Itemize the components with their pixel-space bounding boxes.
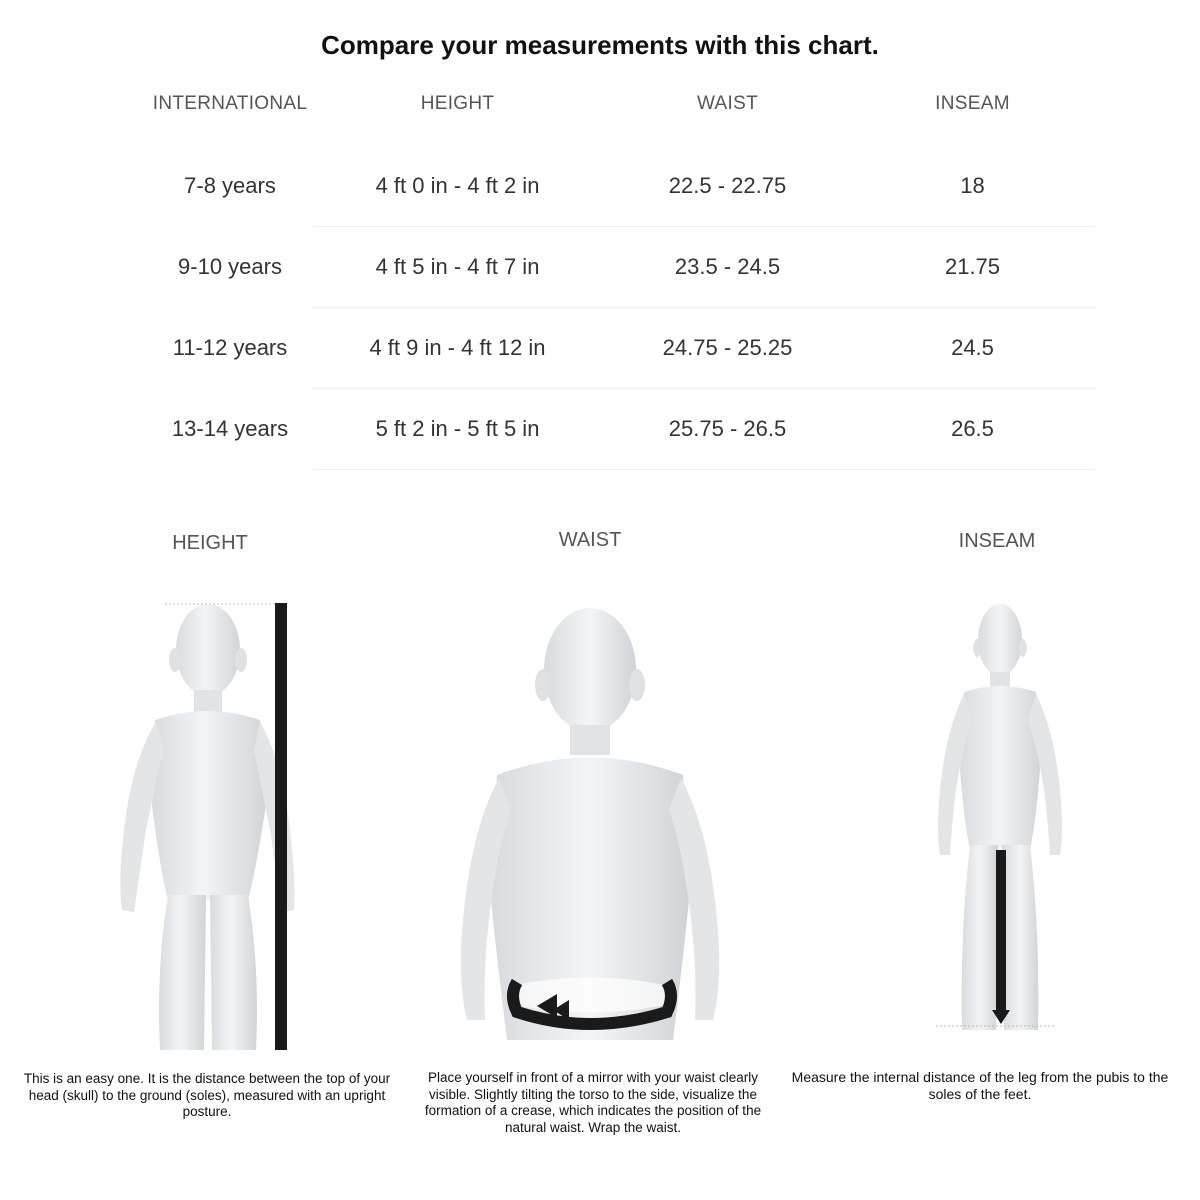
page-title: Compare your measurements with this chart.: [321, 30, 879, 60]
header-international: INTERNATIONAL: [152, 93, 308, 114]
cell-inseam: 21.75: [944, 254, 1001, 279]
table-row: [0, 388, 1200, 469]
cell-height: 4 ft 0 in - 4 ft 2 in: [375, 173, 540, 198]
cell-waist: 22.5 - 22.75: [668, 173, 787, 198]
cell-height: 5 ft 2 in - 5 ft 5 in: [375, 416, 540, 441]
height-mannequin-illustration: [60, 590, 360, 1060]
row-divider: [313, 469, 1095, 470]
height-measure-bar: [275, 603, 287, 1050]
inseam-section-label: INSEAM: [958, 530, 1036, 552]
height-caption: This is an easy one. It is the distance between the top of your head (skull) to the ground (soles), measured with an upright posture.: [23, 1071, 391, 1119]
cell-international: 7-8 years: [184, 173, 276, 198]
inseam-mannequin-illustration: [900, 600, 1100, 1050]
header-height: HEIGHT: [420, 93, 495, 114]
table-row: [0, 145, 1200, 226]
waist-section-label: WAIST: [558, 529, 622, 551]
cell-inseam: 26.5: [951, 416, 994, 441]
header-inseam: INSEAM: [935, 93, 1010, 114]
height-section-label: HEIGHT: [172, 532, 248, 554]
cell-international: 9-10 years: [178, 254, 282, 279]
inseam-measure-line: [996, 850, 1006, 1012]
table-row: [0, 226, 1200, 307]
waist-mannequin-illustration: [445, 600, 735, 1050]
inseam-caption: Measure the internal distance of the leg from the pubis to the soles of the feet.: [791, 1069, 1169, 1102]
cell-height: 4 ft 5 in - 4 ft 7 in: [375, 254, 540, 279]
cell-waist: 23.5 - 24.5: [674, 254, 781, 279]
cell-waist: 25.75 - 26.5: [668, 416, 787, 441]
cell-international: 11-12 years: [172, 335, 288, 360]
cell-inseam: 24.5: [951, 335, 994, 360]
cell-height: 4 ft 9 in - 4 ft 12 in: [369, 335, 546, 360]
table-row: [0, 307, 1200, 388]
waist-caption: Place yourself in front of a mirror with your waist clearly visible. Slightly tilting the torso to the side, visualize the formation of a crease, which indicates the position of the natural waist. Wrap the waist.: [424, 1070, 762, 1135]
cell-international: 13-14 years: [171, 416, 289, 441]
cell-waist: 24.75 - 25.25: [662, 335, 793, 360]
header-waist: WAIST: [697, 93, 758, 114]
cell-inseam: 18: [960, 173, 985, 198]
